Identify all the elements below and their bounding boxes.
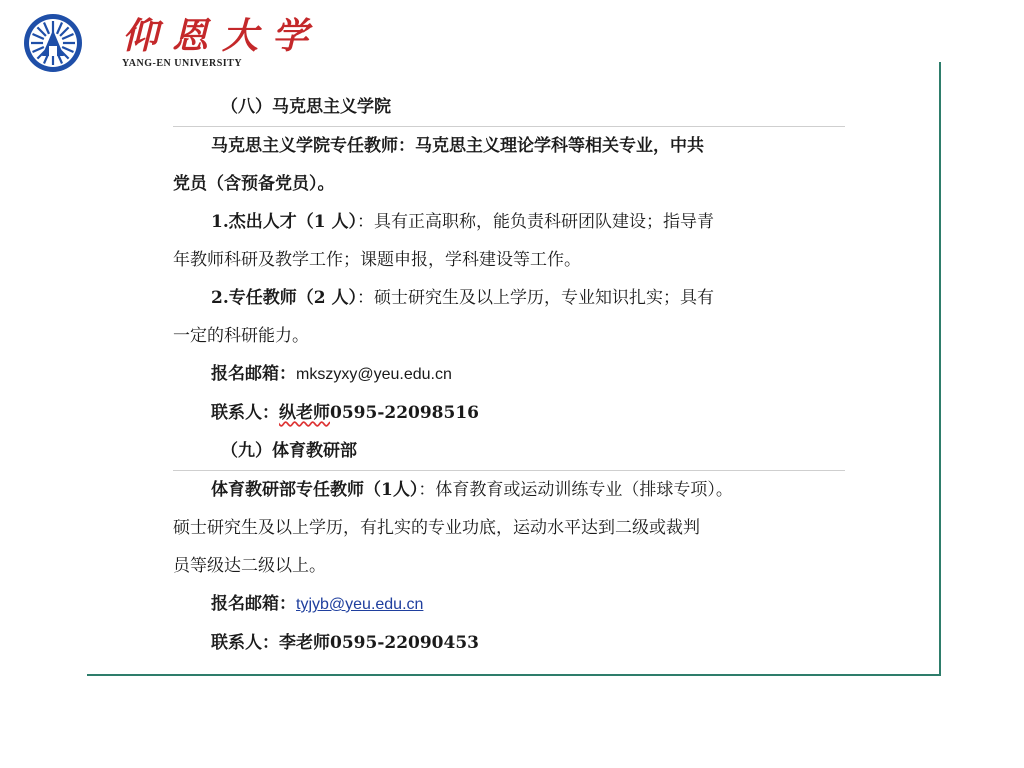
- section-heading-marxism: （八）马克思主义学院: [221, 97, 391, 117]
- paragraph: [173, 509, 845, 547]
- contact-line: [173, 394, 845, 432]
- contact-phone: 0595-22098516: [330, 403, 479, 423]
- contact-name: 纵老师: [279, 403, 330, 423]
- contact-line: [173, 624, 845, 662]
- email-line: [173, 355, 845, 394]
- item-text-cont: 一定的科研能力。: [173, 326, 309, 346]
- intro-bold: 体育教研部专任教师（1人）: [211, 480, 419, 500]
- university-name-english: YANG-EN UNIVERSITY: [122, 58, 243, 69]
- contact-label: 联系人：: [211, 403, 279, 423]
- item-text: ：硕士研究生及以上学历，专业知识扎实；具有: [357, 288, 714, 308]
- document-content: [173, 88, 845, 662]
- email-address[interactable]: mkszyxy@yeu.edu.cn: [296, 366, 452, 383]
- email-label: 报名邮箱：: [211, 594, 296, 614]
- item-text-cont: 年教师科研及教学工作；课题申报，学科建设等工作。: [173, 250, 581, 270]
- university-name-chinese: 仰恩大学: [122, 15, 323, 57]
- university-emblem-icon: [22, 12, 84, 74]
- intro-bold: 马克思主义学院专任教师：马克思主义理论学科等相关专业，中共: [211, 136, 704, 156]
- section-heading-pe: （九）体育教研部: [221, 441, 357, 461]
- contact-name: 李老师: [279, 633, 330, 653]
- email-link[interactable]: tyjyb@yeu.edu.cn: [296, 596, 424, 613]
- intro-text-cont: 员等级达二级以上。: [173, 556, 326, 576]
- intro-text: ：体育教育或运动训练专业（排球专项）。: [418, 480, 733, 500]
- item-title: 2.专任教师（2 人）: [211, 288, 357, 308]
- contact-phone: 0595-22090453: [330, 633, 479, 653]
- paragraph: [173, 317, 845, 355]
- contact-label: 联系人：: [211, 633, 279, 653]
- paragraph: [173, 241, 845, 279]
- intro-text-cont: 硕士研究生及以上学历，有扎实的专业功底，运动水平达到二级或裁判: [173, 518, 700, 538]
- email-line: [173, 585, 845, 624]
- paragraph: [173, 547, 845, 585]
- list-item: [173, 279, 845, 317]
- email-label: 报名邮箱：: [211, 364, 296, 384]
- item-title: 1.杰出人才（1 人）: [211, 212, 357, 232]
- paragraph: [173, 165, 845, 203]
- list-item: [173, 203, 845, 241]
- intro-bold-cont: 党员（含预备党员）。: [173, 174, 335, 194]
- paragraph: [173, 127, 845, 165]
- item-text: ：具有正高职称，能负责科研团队建设；指导青: [357, 212, 714, 232]
- paragraph: [173, 471, 845, 509]
